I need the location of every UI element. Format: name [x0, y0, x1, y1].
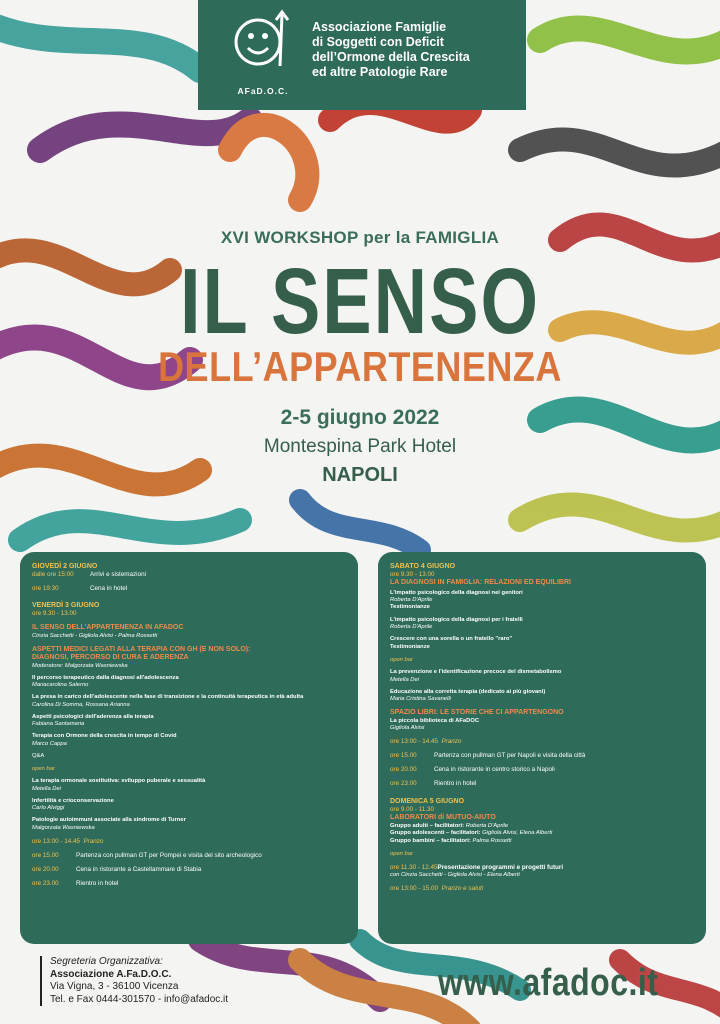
schedule-text: Pranzo [83, 837, 104, 845]
talk-title: L'impatto psicologico della diagnosi per i fratelli [390, 616, 523, 623]
schedule-text: Presentazione programmi e progetti futuri [437, 864, 564, 871]
talk-title: Crescere con una sorella o un fratello "raro" [390, 636, 513, 642]
speaker: con Cinzia Sacchetti - Gigliola Alvisi - Elena Alberti [390, 872, 520, 878]
talk-title: Infertilità e crioconservazione [32, 797, 114, 804]
time-label: ore 9.00 - 11.30 [390, 806, 434, 813]
schedule-row [390, 885, 696, 893]
open-bar-label: open bar [32, 766, 55, 772]
schedule-text: Arrivi e sistemazioni [90, 571, 146, 578]
time-label: ore 15.00 [32, 851, 59, 859]
org-line: dell’Ormone della Crescita [312, 50, 470, 64]
open-bar-label: open bar [390, 851, 413, 857]
schedule-text: Pranzo [441, 738, 462, 745]
group-row [390, 823, 696, 831]
talk-title: Terapia con Ormone della crescita in tempo di Covid [32, 733, 177, 739]
speaker: Fabiana Santamaria [32, 721, 85, 727]
speaker: Marco Cappa [32, 740, 67, 747]
event-city: NAPOLI [322, 464, 398, 486]
schedule-row [390, 752, 696, 760]
association-name: Associazione A.Fa.D.O.C. [50, 968, 172, 980]
time-label: ore 23.00 [32, 879, 59, 887]
group-row [390, 838, 696, 846]
session-topic: IL SENSO DELL'APPARTENENZA IN AFADOC [32, 624, 184, 631]
schedule-row [32, 571, 348, 579]
speaker: Maria Cristina Savanelli [390, 696, 451, 702]
talk-title: La piccola biblioteca di AFaDOC [390, 717, 480, 724]
schedule-row [32, 585, 348, 593]
group-row [390, 830, 696, 838]
event-date: 2-5 giugno 2022 [280, 406, 440, 429]
time-label: ore 20.00 [32, 865, 59, 873]
org-line: ed altre Patologie Rare [312, 65, 448, 79]
schedule-row [32, 852, 348, 860]
address: Via Vigna, 3 - 36100 Vicenza [50, 981, 179, 992]
smiley-figure-icon [222, 6, 304, 86]
afadoc-logo [222, 6, 304, 100]
event-venue: Montespina Park Hotel [263, 436, 457, 457]
programme-panel-right [378, 552, 706, 944]
speaker: Metella Dei [32, 785, 61, 792]
day-heading: GIOVEDÌ 2 GIUGNO [32, 563, 98, 570]
schedule-row [32, 866, 348, 874]
workshop-title: XVI WORKSHOP per la FAMIGLIA [220, 228, 500, 247]
schedule-text: Partenza con pullman GT per Pompei e visita del sito archeologico [76, 851, 262, 859]
time-label: ore 13:00 - 15.00 [390, 885, 438, 892]
time-label: ore 15.00 [390, 752, 417, 759]
time-label: ore 9.30 - 13.00 [390, 571, 435, 578]
website-link[interactable]: www.afadoc.it [438, 960, 659, 1004]
session-topic: LA DIAGNOSI IN FAMIGLIA: RELAZIONI ED EQUILIBRI [390, 579, 571, 586]
organization-name [312, 20, 470, 80]
day-heading: DOMENICA 5 GIUGNO [390, 798, 465, 805]
talk-note: Testimonianze [390, 643, 430, 650]
schedule-row [390, 780, 696, 788]
speaker: Mariacarolina Salerno [32, 682, 89, 688]
schedule-text: Rientro in hotel [76, 879, 119, 887]
facilitator: Palma Rossetti [472, 837, 512, 844]
programme-panel-left [20, 552, 358, 944]
schedule-row [390, 738, 696, 746]
time-label: ore 13:00 - 14.45 [32, 837, 80, 845]
organizing-secretariat [40, 956, 228, 1006]
session-topic: DIAGNOSI, PERCORSO DI CURA E ADERENZA [32, 654, 189, 661]
schedule-text: Partenza con pullman GT per Napoli e visita della città [434, 752, 586, 759]
talk-note: Testimonianze [390, 604, 430, 610]
contact-info[interactable]: Tel. e Fax 0444-301570 - info@afadoc.it [50, 993, 229, 1005]
group-label: Gruppo adulti – facilitatori: [390, 822, 465, 829]
schedule-row [390, 864, 696, 872]
speaker: Roberta D'Aprile [390, 597, 433, 603]
session-topic: LABORATORI di MUTUO-AIUTO [390, 814, 496, 821]
talk-title: La terapia ormonale sostitutiva: sviluppo puberale e sessualità [32, 778, 206, 784]
speaker: Roberta D'Aprile [390, 624, 433, 630]
speaker: Cinzia Sacchetti - Gigliola Alvisi - Palma Rossetti [32, 632, 158, 639]
speaker: Carolina Di Somma, Rossana Arianna [32, 701, 130, 708]
day-heading: SABATO 4 GIUGNO [390, 563, 456, 570]
speaker: Metella Dei [390, 676, 419, 683]
schedule-text: Cena in ristorante in centro storico a Napoli [434, 766, 555, 773]
time-label: ore 20.00 [390, 766, 417, 773]
schedule-text: Cena in ristorante a Castellammare di Stabia [76, 865, 202, 873]
time-label: ore 11.30 - 12.45 [390, 864, 438, 871]
speaker: Malgorzata Wasniewska [32, 824, 95, 831]
speaker: Carlo Alviggi [32, 805, 65, 811]
time-label: ore 9.30 - 13.00 [32, 610, 77, 617]
time-label: ore 13:00 - 14.45 [390, 738, 438, 745]
header-banner [198, 0, 526, 110]
session-topic: SPAZIO LIBRI: LE STORIE CHE CI APPARTENGONO [390, 709, 564, 716]
facilitator: Roberta D'Aprile [465, 822, 509, 829]
group-label: Gruppo adolescenti – facilitatori: [390, 830, 481, 836]
logo-text: AFaD.O.C. [237, 86, 289, 96]
open-bar-label: open bar [390, 657, 413, 663]
moderator: Moderatore: Malgorzata Wasniewska [32, 662, 128, 669]
schedule-row [32, 838, 348, 846]
day-heading: VENERDÌ 3 GIUGNO [32, 602, 100, 609]
main-title: IL SENSO [179, 249, 541, 353]
time-label: ore 23.00 [390, 780, 417, 787]
schedule-row [32, 880, 348, 888]
schedule-text: Pranzo e saluti [441, 885, 484, 892]
subtitle: DELL’APPARTENENZA [158, 342, 562, 390]
talk-title: La presa in carico dell'adolescente nella fase di transizione e la continuità terapeutica in età adulta [32, 694, 304, 700]
org-line: di Soggetti con Deficit [312, 35, 444, 49]
talk-title: L'impatto psicologico della diagnosi nei genitori [390, 589, 523, 596]
talk-title: Aspetti psicologici dell'aderenza alla terapia [32, 713, 154, 720]
schedule-text: Cena in hotel [90, 585, 128, 592]
schedule-row [390, 766, 696, 774]
speaker: Gigliola Alvisi [390, 725, 425, 731]
qa-label: Q&A [32, 752, 45, 759]
schedule-text: Rientro in hotel [434, 780, 477, 787]
talk-title: Il percorso terapeutico dalla diagnosi all'adolescenza [32, 674, 179, 681]
time-label: dalle ore 15:00 [32, 571, 74, 578]
secretary-label: Segreteria Organizzativa: [50, 956, 163, 967]
facilitator: Gigliola Alvisi, Elena Alberti [482, 830, 553, 836]
org-line: Associazione Famiglie [312, 20, 447, 34]
group-label: Gruppo bambini – facilitatori: [390, 837, 471, 844]
session-topic: ASPETTI MEDICI LEGATI ALLA TERAPIA CON GH (E NON SOLO): [32, 645, 251, 653]
talk-title: Patologie autoimmuni associate alla sindrome di Turner [32, 817, 186, 823]
title-block [150, 228, 570, 487]
talk-title: Educazione alla corretta terapia (dedicato ai più giovani) [390, 688, 546, 695]
time-label: ore 19:30 [32, 585, 59, 592]
talk-title: La prevenzione e l'identificazione precoce del dismetabolismo [390, 669, 562, 675]
